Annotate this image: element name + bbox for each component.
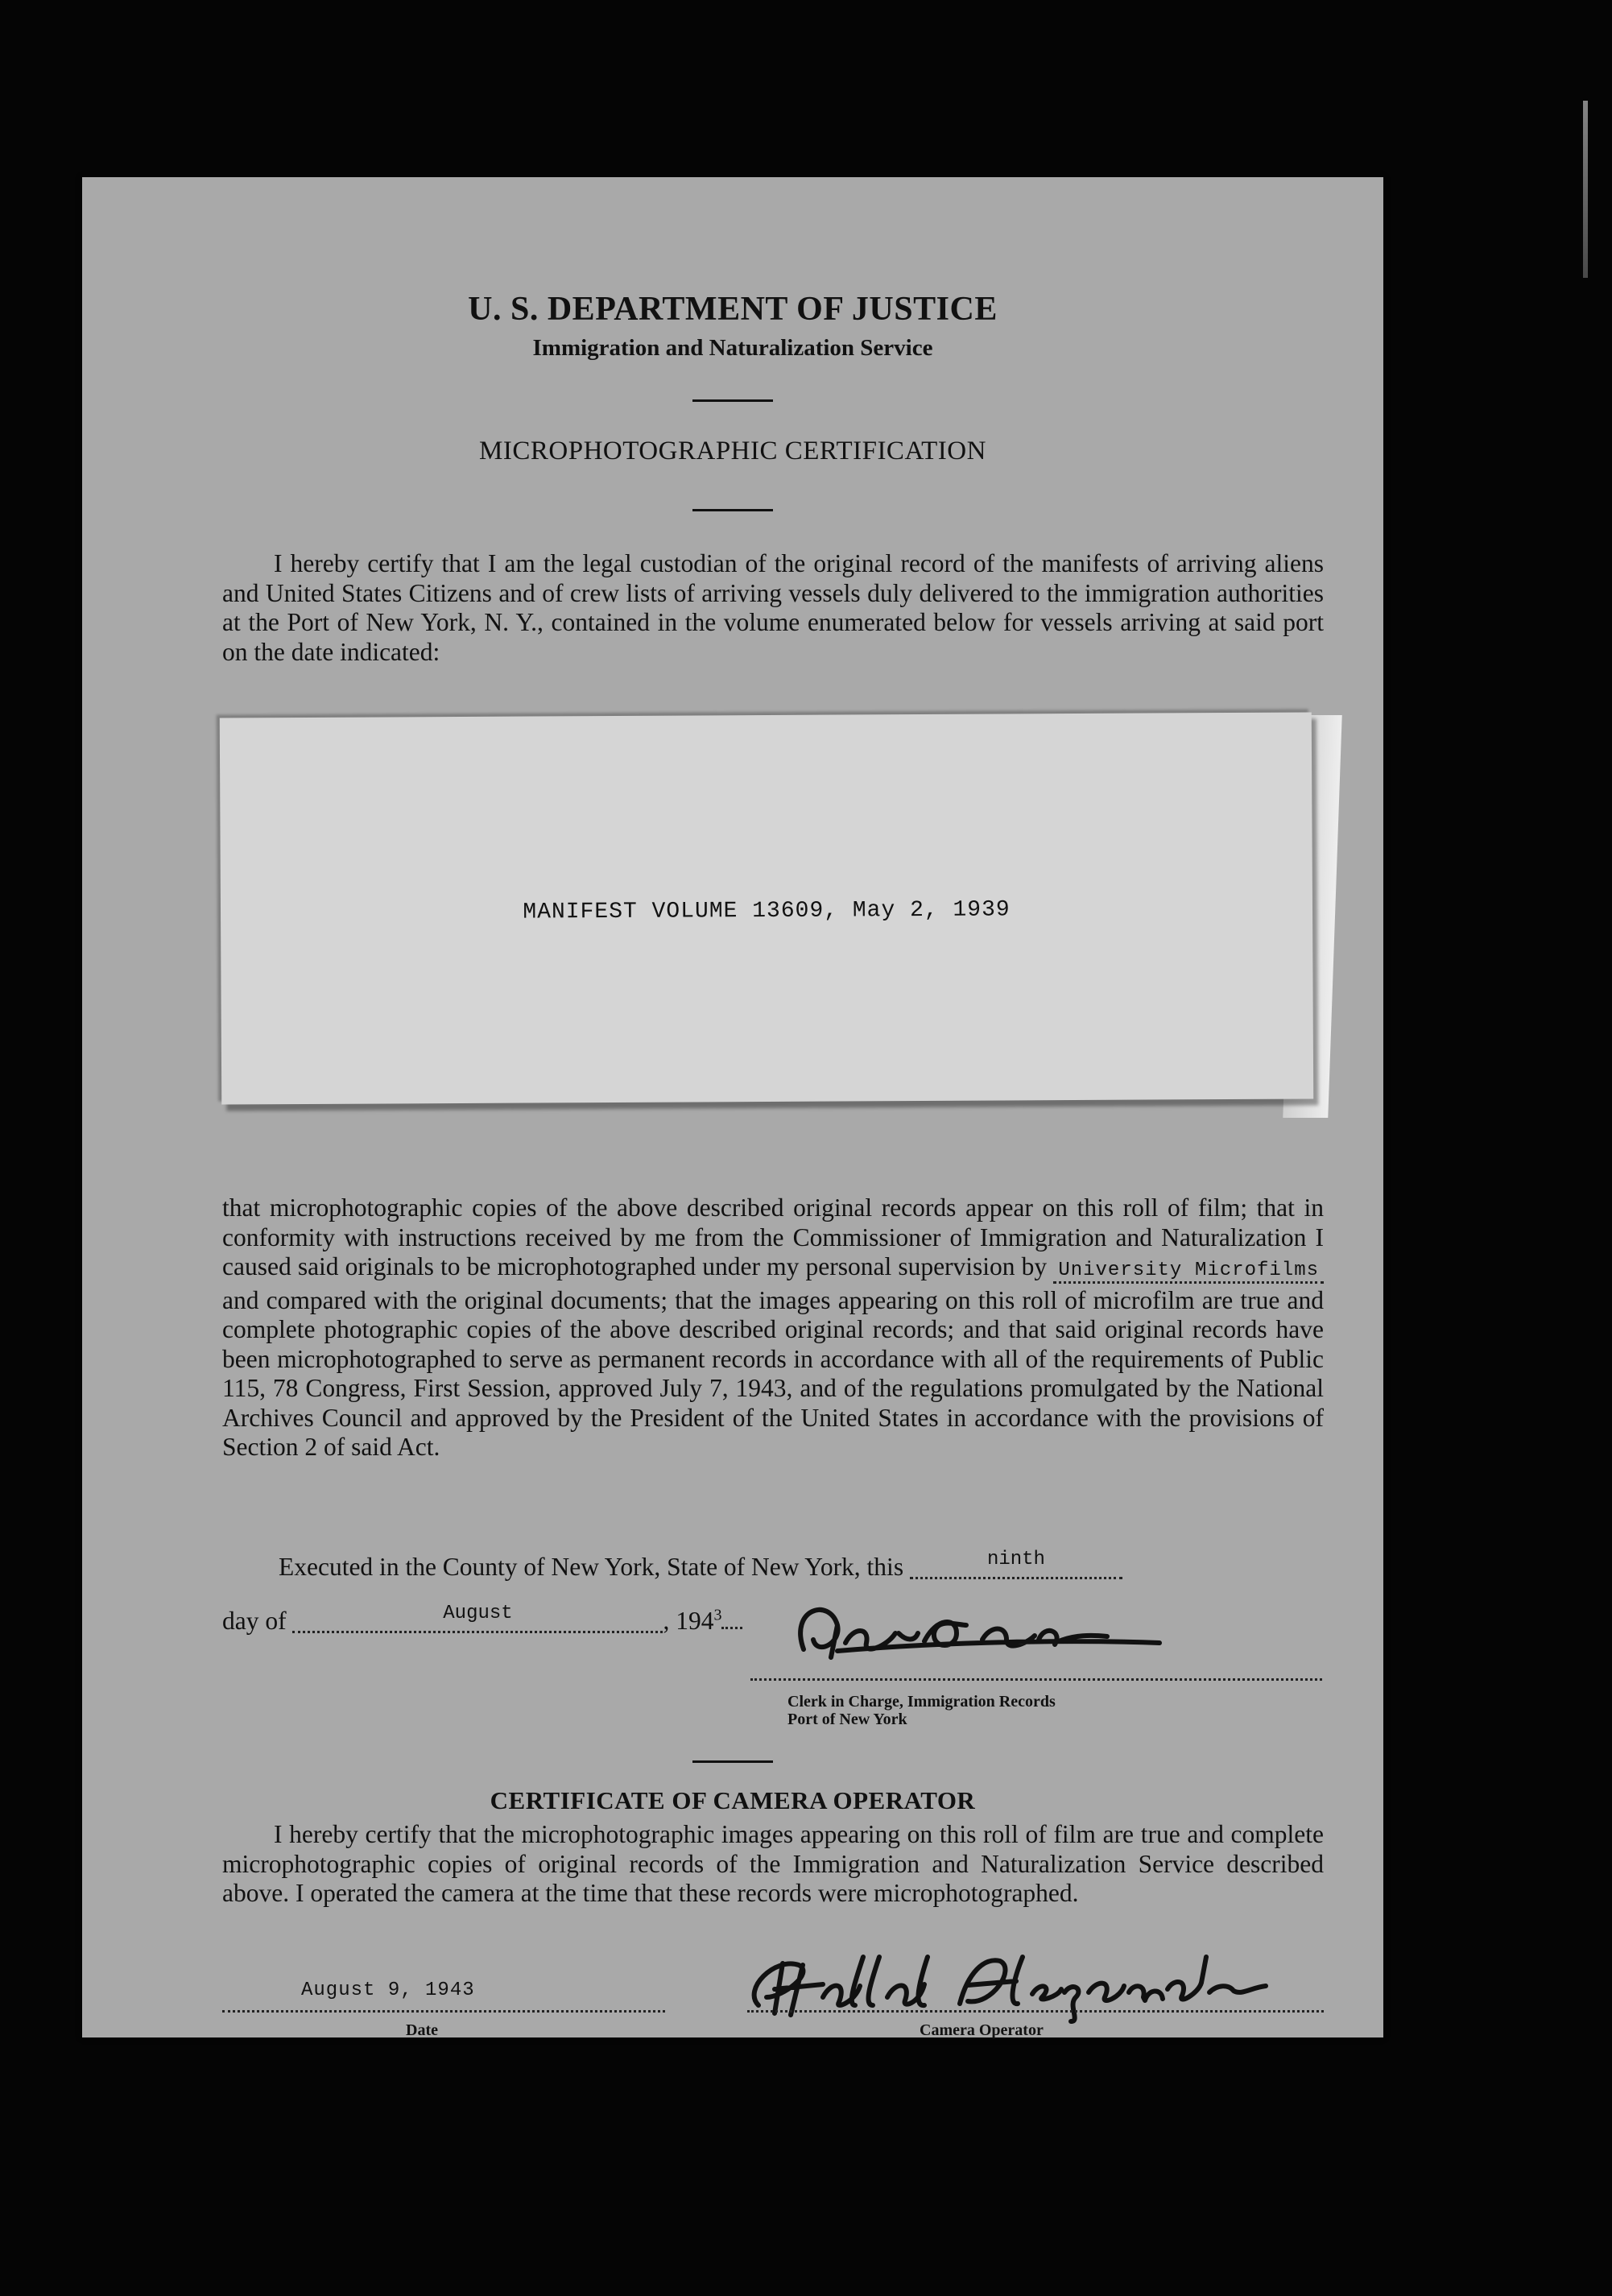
microfilm-company-field: University Microfilms <box>1053 1260 1324 1284</box>
date-caption: Date <box>406 2021 438 2039</box>
intro-paragraph <box>222 549 1324 667</box>
day-value: ninth <box>986 1549 1045 1570</box>
month-value: August <box>443 1603 513 1624</box>
operator-date-value: August 9, 1943 <box>301 1980 475 2001</box>
year-prefix: 194 <box>676 1607 714 1635</box>
day-of-label: day of <box>222 1607 287 1635</box>
year-dots <box>721 1603 742 1629</box>
camera-operator-signature <box>726 1941 1322 2029</box>
clerk-caption <box>787 1693 1056 1728</box>
certificate-sheet <box>82 177 1383 2037</box>
operator-signature-line <box>747 2010 1324 2013</box>
camera-paragraph-text: I hereby certify that the microphotographic images appearing on this roll of film are true and complete microphotographic copies of original records of the Immigration and Naturalization Service described above. I operated the camera at the time that these records were microphotographed. <box>222 1820 1324 1907</box>
divider <box>692 1760 773 1763</box>
execution-line <box>279 1549 1122 1582</box>
clerk-title-line2: Port of New York <box>787 1711 907 1728</box>
operator-caption: Camera Operator <box>920 2021 1044 2039</box>
clerk-title-line1: Clerk in Charge, Immigration Records <box>787 1693 1056 1711</box>
intro-paragraph-text: I hereby certify that I am the legal custodian of the original record of the manifests of arriving aliens and United States Citizens and of crew lists of arriving vessels duly delivered to the immigration authorities at the Port of New York, N. Y., contained in the volume enumerated below for vessels arriving at said port on the date indicated: <box>222 549 1324 666</box>
department-title: U. S. DEPARTMENT OF JUSTICE <box>468 291 998 328</box>
certification-body <box>222 1194 1324 1462</box>
clerk-signature-line <box>750 1678 1322 1681</box>
year-suffix: 3 <box>713 1606 722 1624</box>
camera-certificate-heading: CERTIFICATE OF CAMERA OPERATOR <box>490 1786 976 1814</box>
execution-prefix: Executed in the County of New York, State of New York, this <box>279 1553 904 1581</box>
service-subtitle: Immigration and Naturalization Service <box>532 335 933 361</box>
form-title: MICROPHOTOGRAPHIC CERTIFICATION <box>479 436 986 465</box>
body-part1: that microphotographic copies of the above described original records appear on this roll of film; that in conformity with instructions received by me from the Commissioner of Immigration and Naturalization I caused said originals to be microphotographed under my personal supervision by <box>222 1194 1324 1280</box>
date-signature-line <box>222 2010 665 2013</box>
month-field <box>292 1603 663 1633</box>
date-line: day of $^{August}$ , $194^3$ <box>222 1603 742 1636</box>
manifest-slip <box>220 712 1313 1104</box>
camera-paragraph <box>222 1820 1324 1909</box>
body-part2: and compared with the original documents; that the images appearing on this roll of microfilm are true and complete photographic copies of the above described original records; and that said original records have been microphotographed to serve as permanent records in accordance with all of the requirements of Public 115, 78 Congress, First Session, approved July 7, 1943, and of the regulations promulgated by the National Archives Council and approved by the President of the United States in accordance with the provisions of Section 2 of said Act. <box>222 1285 1324 1461</box>
clerk-signature <box>741 1593 1321 1682</box>
divider <box>692 509 773 511</box>
film-edge-mark <box>1583 101 1588 278</box>
manifest-volume-text: MANIFEST VOLUME 13609, May 2, 1939 <box>523 897 1011 925</box>
day-field <box>910 1549 1122 1579</box>
divider <box>692 399 773 402</box>
